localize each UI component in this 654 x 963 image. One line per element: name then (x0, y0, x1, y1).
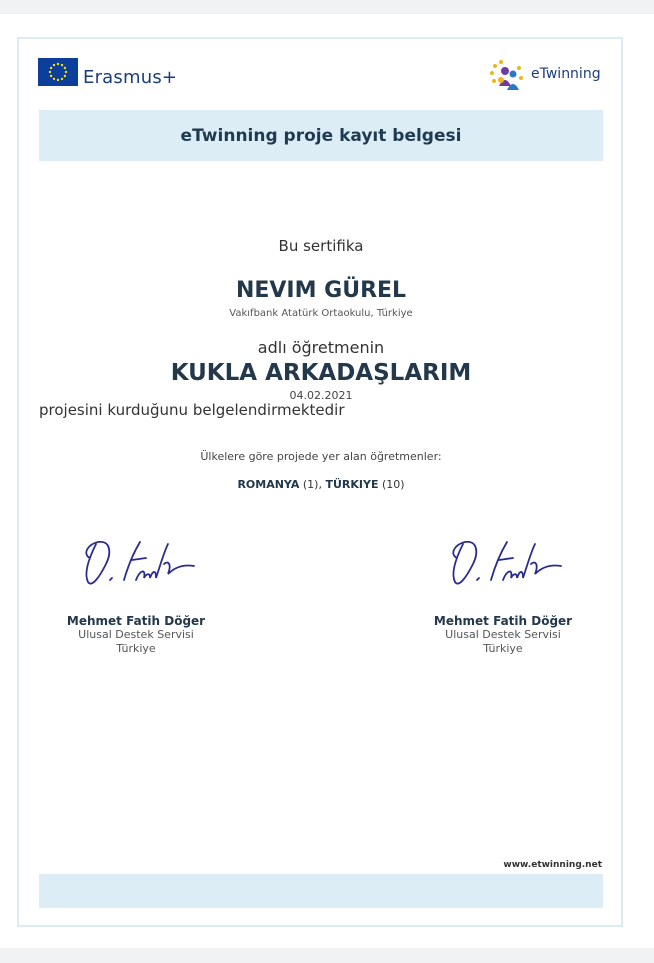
certificate-date: 04.02.2021 (289, 389, 353, 402)
teacher-name: NEVIM GÜREL (235, 278, 407, 303)
country-name: TÜRKIYE (325, 478, 379, 491)
signature-block-right (413, 530, 593, 656)
role-text: adlı öğretmenin (257, 338, 385, 357)
certificate-title: eTwinning proje kayıt belgesi (180, 125, 462, 146)
signatory-country: Türkiye (116, 642, 156, 655)
school-name: Vakıfbank Atatürk Ortaokulu, Türkiye (229, 308, 413, 319)
signatory-name: Mehmet Fatih Döğer (66, 614, 206, 628)
country-name: ROMANYA (237, 478, 300, 491)
erasmus-logo-text: Erasmus+ (83, 67, 178, 88)
signatory-title: Ulusal Destek Servisi (78, 628, 194, 641)
footer-band (39, 874, 603, 908)
etwinning-logo-text: eTwinning (531, 66, 601, 82)
country-count: (10) (381, 478, 405, 491)
eu-flag-icon (38, 58, 78, 86)
signatory-name: Mehmet Fatih Döğer (433, 614, 573, 628)
title-band (39, 110, 603, 161)
signatory-title: Ulusal Destek Servisi (445, 628, 561, 641)
country-count: (1) (302, 478, 319, 491)
statement-text: projesini kurduğunu belgelendirmektedir (39, 401, 345, 419)
project-name: KUKLA ARKADAŞLARIM (170, 360, 472, 386)
countries-list: ROMANYA (1), TÜRKIYE (10) (237, 478, 405, 491)
intro-text: Bu sertifika (278, 237, 364, 255)
website-link[interactable]: www.etwinning.net (503, 860, 602, 870)
signatory-country: Türkiye (483, 642, 523, 655)
signature-image (433, 530, 573, 600)
etwinning-logo-icon (487, 58, 527, 94)
signature-image (66, 530, 206, 600)
signature-block-left (46, 530, 226, 656)
countries-label: Ülkelere göre projede yer alan öğretmenler: (200, 450, 442, 463)
